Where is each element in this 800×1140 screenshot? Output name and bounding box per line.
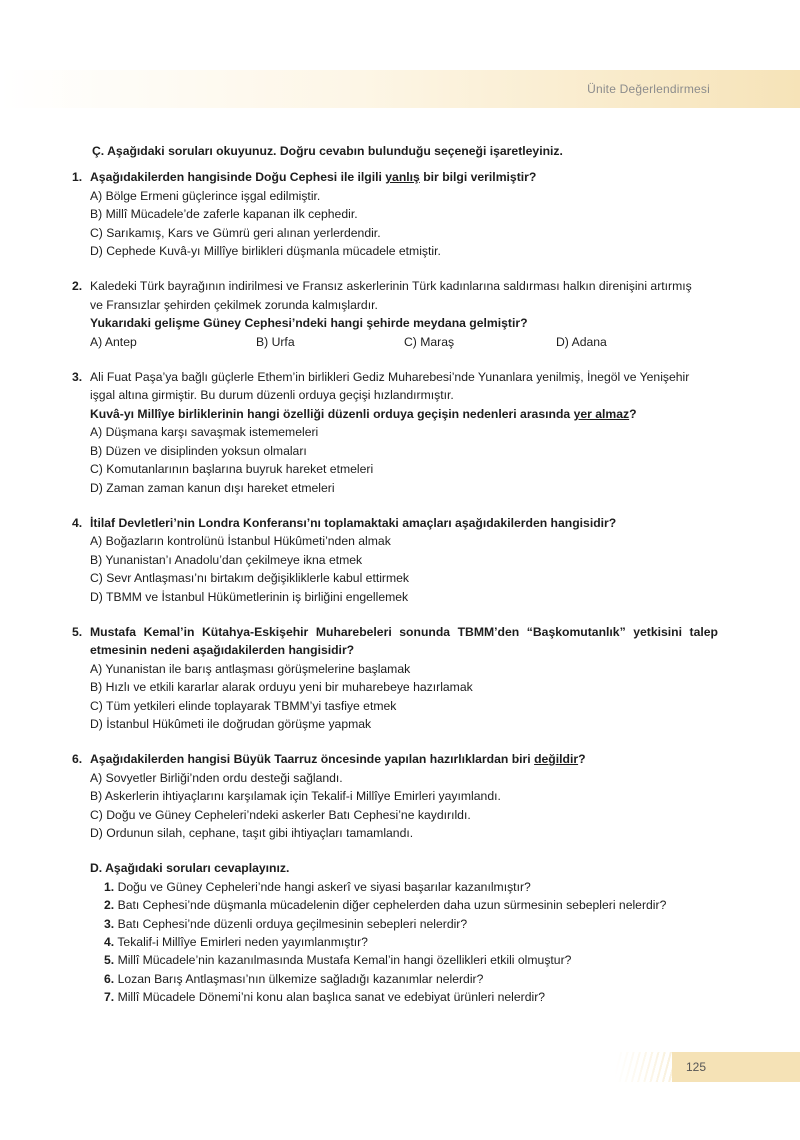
question-5 bbox=[72, 623, 718, 733]
question-passage-line: Ali Fuat Paşa’ya bağlı güçlerle Ethem’in birlikleri Gediz Muharebesi’nde Yunanlara yenilmiş, İnegöl ve Yenişehir bbox=[90, 370, 690, 385]
section-d bbox=[72, 859, 718, 1006]
section-c-instruction: Ç. Aşağıdaki soruları okuyunuz. Doğru cevabın bulunduğu seçeneği işaretleyiniz. bbox=[92, 144, 563, 158]
question-stem: Kuvâ-yı Millîye birliklerinin hangi özelliği düzenli orduya geçişin nedenleri arasında yer almaz? bbox=[90, 406, 637, 421]
open-question: 7. Millî Mücadele Dönemi’ni konu alan başlıca sanat ve edebiyat ürünleri nelerdir? bbox=[104, 990, 546, 1005]
question-2 bbox=[72, 277, 718, 351]
question-number: 2. bbox=[72, 279, 83, 294]
option-d[interactable]: D) Ordunun silah, cephane, taşıt gibi ihtiyaçları tamamlandı. bbox=[90, 826, 414, 840]
question-stem: İtilaf Devletleri’nin Londra Konferansı’nı toplamaktaki amaçları aşağıdakilerden hangisidir? bbox=[90, 515, 617, 530]
option-c[interactable]: C) Doğu ve Güney Cepheleri’ndeki askerler Batı Cephesi’ne kaydırıldı. bbox=[90, 807, 471, 822]
option-a[interactable]: A) Düşmana karşı savaşmak istememeleri bbox=[90, 425, 319, 440]
option-b[interactable]: B) Düzen ve disiplinden yoksun olmaları bbox=[90, 443, 307, 458]
question-number: 6. bbox=[72, 752, 83, 767]
question-3 bbox=[72, 368, 718, 497]
open-question: 3. Batı Cephesi’nde düzenli orduya geçilmesinin sebepleri nelerdir? bbox=[104, 916, 468, 931]
open-question: 1. Doğu ve Güney Cepheleri’nde hangi askerî ve siyasi başarılar kazanılmıştır? bbox=[104, 879, 531, 894]
option-a[interactable]: A) Yunanistan ile barış antlaşması görüşmelerine başlamak bbox=[90, 661, 411, 676]
question-stem: Aşağıdakilerden hangisinde Doğu Cephesi ile ilgili yanlış bir bilgi verilmiştir? bbox=[90, 170, 537, 185]
page-number: 125 bbox=[686, 1060, 707, 1074]
question-1 bbox=[72, 168, 718, 260]
option-d[interactable]: D) Adana bbox=[556, 334, 607, 349]
option-a[interactable]: A) Boğazların kontrolünü İstanbul Hükûmeti’nden almak bbox=[90, 534, 391, 549]
page-content bbox=[72, 142, 718, 1007]
question-stem: Aşağıdakilerden hangisi Büyük Taarruz öncesinde yapılan hazırlıklardan biri değildir? bbox=[90, 752, 586, 767]
option-b[interactable]: B) Yunanistan’ı Anadolu’dan çekilmeye ikna etmek bbox=[90, 552, 363, 567]
option-a[interactable]: A) Antep bbox=[90, 334, 137, 349]
question-6 bbox=[72, 750, 718, 842]
option-d[interactable]: D) İstanbul Hükûmeti ile doğrudan görüşme yapmak bbox=[90, 716, 372, 731]
option-c[interactable]: C) Sarıkamış, Kars ve Gümrü geri alınan yerlerdendir. bbox=[90, 225, 381, 240]
question-stem: Mustafa Kemal’in Kütahya-Eskişehir Muharebeleri sonunda TBMM’den “Başkomutanlık” yetkisini talep bbox=[90, 624, 718, 639]
question-passage-line: Kaledeki Türk bayrağının indirilmesi ve Fransız askerlerinin Türk kadınlarına saldırması halkın direnişini artırmış bbox=[90, 279, 692, 294]
open-question: 6. Lozan Barış Antlaşması’nın ülkemize sağladığı kazanımlar nelerdir? bbox=[104, 971, 484, 986]
question-number: 5. bbox=[72, 624, 83, 639]
options-row bbox=[72, 333, 718, 351]
option-c[interactable]: C) Sevr Antlaşması’nı birtakım değişikliklerle kabul ettirmek bbox=[90, 571, 410, 586]
question-stem-continued: etmesinin nedeni aşağıdakilerden hangisidir? bbox=[90, 643, 355, 658]
open-question: 2. Batı Cephesi’nde düşmanla mücadelenin diğer cephelerden daha uzun sürmesinin sebepleri nelerdir? bbox=[104, 898, 667, 913]
option-c[interactable]: C) Tüm yetkileri elinde toplayarak TBMM’yi tasfiye etmek bbox=[90, 698, 397, 713]
option-d[interactable]: D) Zaman zaman kanun dışı hareket etmeleri bbox=[90, 480, 335, 495]
question-number: 1. bbox=[72, 170, 83, 185]
question-number: 3. bbox=[72, 370, 83, 385]
option-b[interactable]: B) Millî Mücadele’de zaferle kapanan ilk cephedir. bbox=[90, 207, 358, 222]
option-b[interactable]: B) Hızlı ve etkili kararlar alarak orduyu yeni bir muharebeye hazırlamak bbox=[90, 680, 473, 695]
unit-title: Ünite Değerlendirmesi bbox=[587, 82, 710, 96]
option-c[interactable]: C) Komutanlarının başlarına buyruk hareket etmeleri bbox=[90, 462, 374, 477]
question-passage-line: işgal altına girmiştir. Bu durum düzenli orduya geçişi hızlandırmıştır. bbox=[90, 388, 454, 403]
question-passage-line: ve Fransızlar şehirden çekilmek zorunda kalmışlardır. bbox=[90, 297, 378, 312]
option-d[interactable]: D) TBMM ve İstanbul Hükümetlerinin iş birliğini engellemek bbox=[90, 589, 409, 604]
option-a[interactable]: A) Bölge Ermeni güçlerince işgal edilmiştir. bbox=[90, 188, 321, 203]
question-stem: Yukarıdaki gelişme Güney Cephesi’ndeki hangi şehirde meydana gelmiştir? bbox=[90, 316, 528, 331]
option-d[interactable]: D) Cephede Kuvâ-yı Millîye birlikleri düşmanla mücadele etmiştir. bbox=[90, 244, 441, 259]
question-4 bbox=[72, 514, 718, 606]
open-question: 4. Tekalif-i Millîye Emirleri neden yayımlanmıştır? bbox=[104, 935, 368, 950]
section-d-title: D. Aşağıdaki soruları cevaplayınız. bbox=[90, 861, 290, 876]
option-b[interactable]: B) Askerlerin ihtiyaçlarını karşılamak için Tekalif-i Millîye Emirleri yayımlandı. bbox=[90, 789, 501, 804]
option-c[interactable]: C) Maraş bbox=[404, 334, 455, 349]
option-b[interactable]: B) Urfa bbox=[256, 334, 295, 349]
open-question: 5. Millî Mücadele’nin kazanılmasında Mustafa Kemal’in hangi özellikleri etkili olmuştur? bbox=[104, 953, 572, 968]
question-number: 4. bbox=[72, 515, 83, 530]
option-a[interactable]: A) Sovyetler Birliği’nden ordu desteği sağlandı. bbox=[90, 770, 343, 785]
